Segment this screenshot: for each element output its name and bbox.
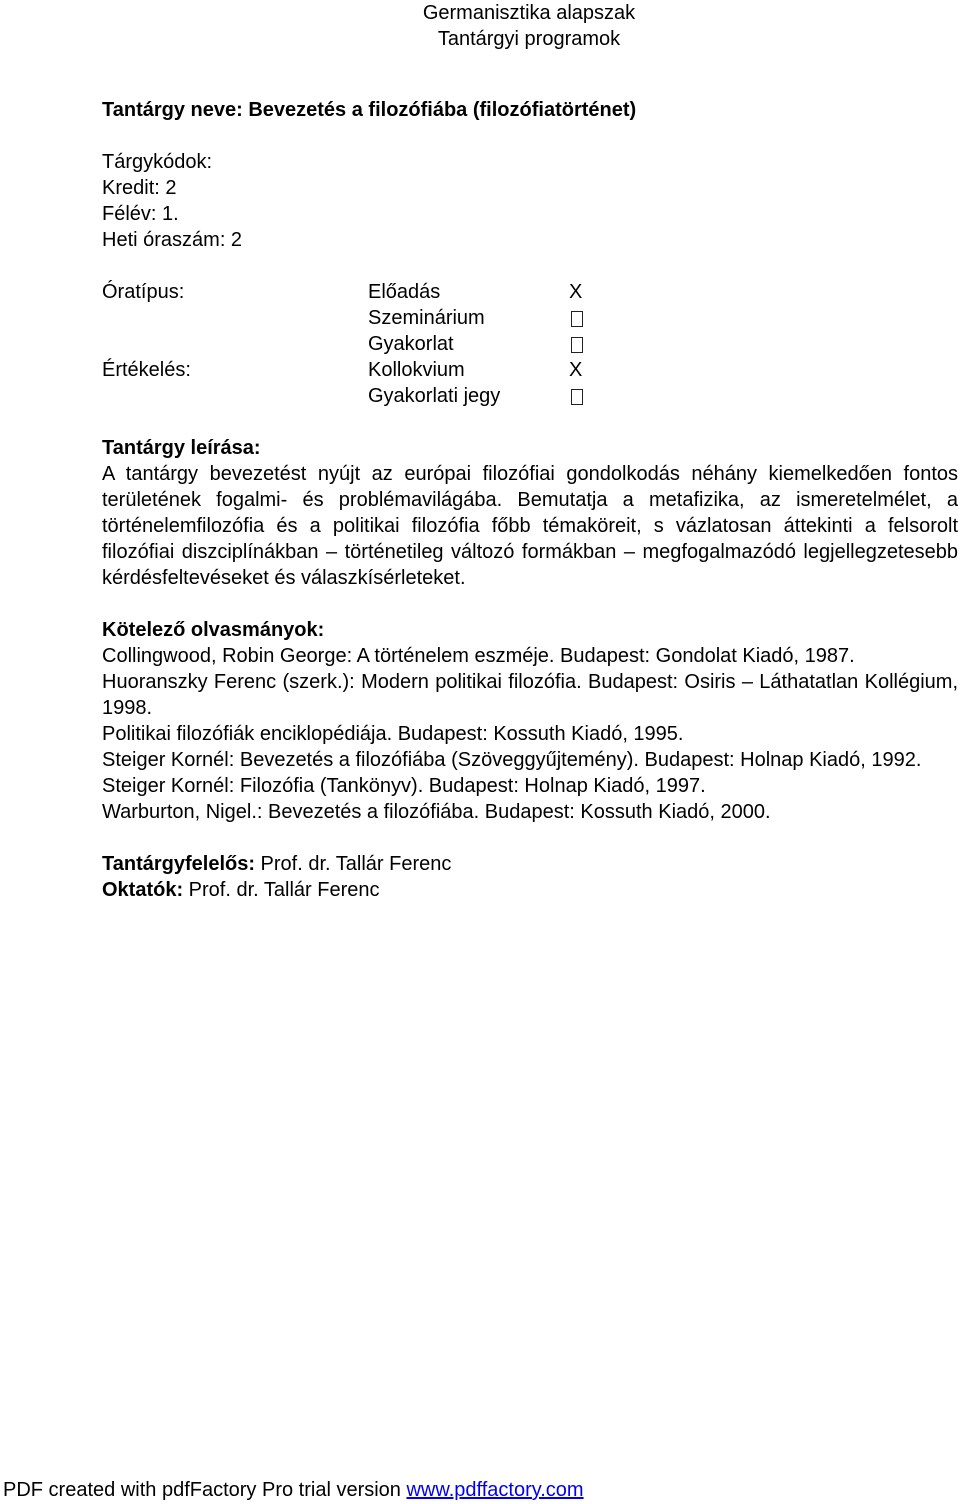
evaluation-label: Értékelés: <box>102 359 191 381</box>
type-name: Szeminárium <box>368 307 485 329</box>
footer-link[interactable]: www.pdffactory.com <box>406 1479 584 1501</box>
reading-item: Warburton, Nigel.: Bevezetés a filozófiába. Budapest: Kossuth Kiadó, 2000. <box>102 801 771 823</box>
responsible-name: Prof. dr. Tallár Ferenc <box>255 853 452 875</box>
type-row-seminar <box>102 305 958 331</box>
type-mark: X <box>569 359 583 381</box>
header-program: Germanisztika alapszak <box>422 2 636 24</box>
reading-item: Huoranszky Ferenc (szerk.): Modern politikai filozófia. Budapest: Osiris – Láthatatlan Kollégium, 1998. <box>102 671 958 719</box>
spacer <box>102 409 958 435</box>
type-mark: X <box>569 281 583 303</box>
class-type-label: Óratípus: <box>102 281 185 303</box>
header-subtitle: Tantárgyi programok <box>437 28 621 50</box>
spacer <box>102 591 958 617</box>
course-hours: Heti óraszám: 2 <box>102 229 243 251</box>
pdf-footer <box>3 1477 584 1503</box>
teachers-line <box>102 877 958 903</box>
readings-heading: Kötelező olvasmányok: <box>102 619 325 641</box>
type-row-colloquium <box>102 357 958 383</box>
type-row-lecture <box>102 279 958 305</box>
description-text: A tantárgy bevezetést nyújt az európai filozófiai gondolkodás néhány kiemelkedően fontos területének fogalmi- és problémavilágába. Bemutatja a metafizika, az ismeretelmélet, a történelemfilozófia és a politikai filozófia főbb témaköreit, s vázlatosan áttekinti a felsorolt filozófiai diszciplínákban – történetileg változó formákban – megfogalmazódó legjellegzetesebb kérdésfeltevéseket és válaszkísérleteket. <box>102 463 958 589</box>
document-header <box>0 0 960 52</box>
teachers-name: Prof. dr. Tallár Ferenc <box>183 879 380 901</box>
spacer <box>102 123 958 149</box>
checkbox-icon <box>569 305 587 334</box>
course-code: Tárgykódok: <box>102 151 213 173</box>
checkbox-icon <box>569 383 587 412</box>
spacer <box>102 825 958 851</box>
responsible-label: Tantárgyfelelős: <box>102 853 255 875</box>
type-row-practice <box>102 331 958 357</box>
responsible-line <box>102 851 958 877</box>
type-name: Gyakorlati jegy <box>368 385 501 407</box>
course-credit: Kredit: 2 <box>102 177 177 199</box>
type-row-practical-grade <box>102 383 958 409</box>
type-name: Gyakorlat <box>368 333 454 355</box>
type-name: Előadás <box>368 281 441 303</box>
spacer <box>102 253 958 279</box>
teachers-label: Oktatók: <box>102 879 184 901</box>
type-name: Kollokvium <box>368 359 465 381</box>
checkbox-icon <box>569 331 587 360</box>
course-title: Tantárgy neve: Bevezetés a filozófiába (filozófiatörténet) <box>102 99 637 121</box>
reading-item: Steiger Kornél: Filozófia (Tankönyv). Budapest: Holnap Kiadó, 1997. <box>102 775 706 797</box>
footer-text: PDF created with pdfFactory Pro trial version <box>3 1479 407 1501</box>
document-body <box>102 97 958 903</box>
description-heading: Tantárgy leírása: <box>102 437 261 459</box>
course-semester: Félév: 1. <box>102 203 179 225</box>
reading-item: Collingwood, Robin George: A történelem eszméje. Budapest: Gondolat Kiadó, 1987. <box>102 645 855 667</box>
reading-item: Steiger Kornél: Bevezetés a filozófiába (Szöveggyűjtemény). Budapest: Holnap Kiadó, 1992. <box>102 749 922 771</box>
reading-item: Politikai filozófiák enciklopédiája. Budapest: Kossuth Kiadó, 1995. <box>102 723 684 745</box>
